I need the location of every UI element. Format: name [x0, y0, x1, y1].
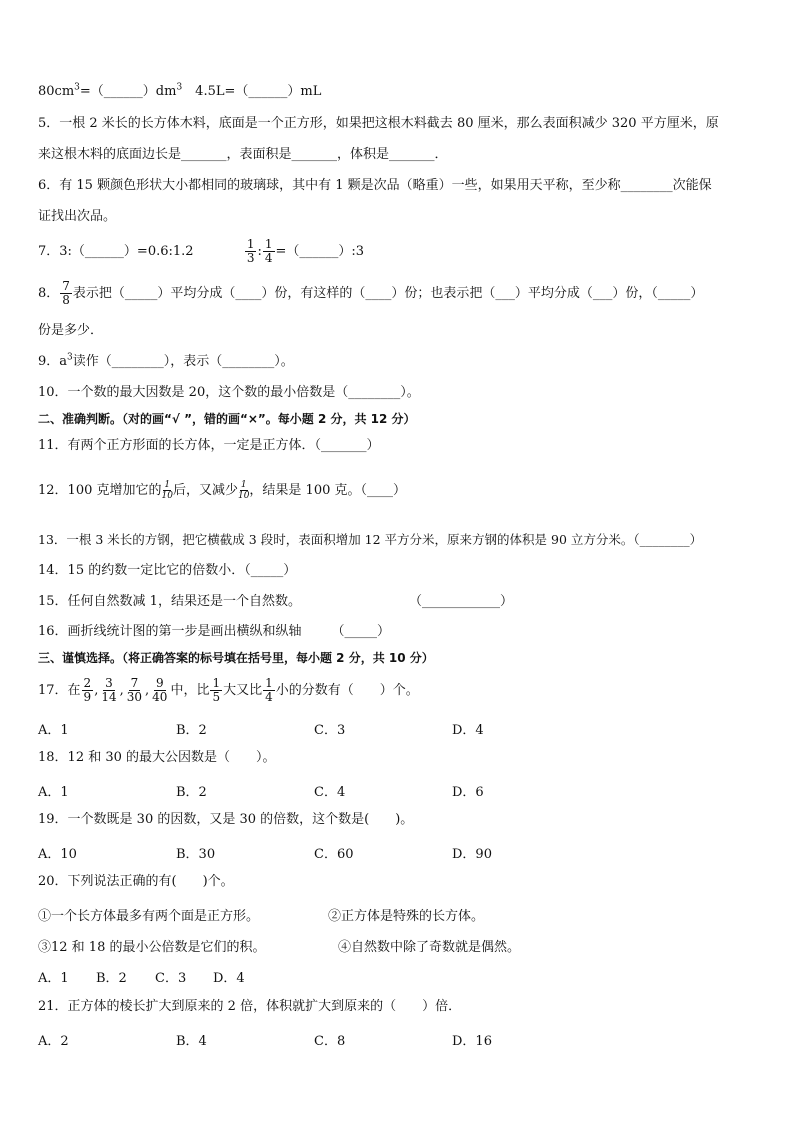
q12-line: [38, 480, 406, 501]
sup: 3: [74, 82, 80, 93]
fraction: $\frac{1}{10}$: [161, 480, 173, 501]
text: 大又比: [223, 683, 263, 698]
fraction: $\frac{9}{40}$: [152, 676, 168, 704]
text: 读作（________），表示（________）。: [72, 354, 294, 369]
q7-line: [38, 238, 364, 265]
q20-statement-2: ②正方体是特殊的长方体。: [328, 909, 485, 924]
text: 小的分数有（ ）个。: [275, 683, 419, 698]
q20-option-b[interactable]: B．2: [96, 971, 127, 986]
fraction: $\frac{1}{5}$: [212, 676, 221, 704]
q20-option-c[interactable]: C．3: [155, 971, 187, 986]
q5-line-1: 5．一根 2 米长的长方体木料，底面是一个正方形，如果把这根木料截去 80 厘米，那么表面积减少 320 平方厘米，原: [38, 116, 719, 131]
fraction: $\frac{1}{10}$: [237, 480, 250, 501]
answer-blank: （_____）: [331, 624, 391, 639]
text: ，结果是 100 克。（____）: [249, 483, 406, 498]
q8-text: 表示把（_____）平均分成（____）份，有这样的（____）份；也表示把（___）平均分成（___）份，（_____）: [72, 286, 704, 301]
q17-option-c[interactable]: C．3: [314, 723, 346, 738]
q11-line: 11．有两个正方形面的长方体，一定是正方体．（_______）: [38, 438, 380, 453]
q6-line-1: 6．有 15 颗颜色形状大小都相同的玻璃球，其中有 1 颗是次品（略重）一些，如果用天平称，至少称________次能保: [38, 178, 712, 193]
q6-line-2: 证找出次品。: [38, 209, 117, 224]
q18-option-d[interactable]: D．6: [452, 785, 484, 800]
q16-line: [38, 624, 390, 640]
q13-line: 13．一根 3 米长的方钢，把它横截成 3 段时，表面积增加 12 平方分米，原来方钢的体积是 90 立方分米。（________）: [38, 532, 703, 547]
q10-line: 10．一个数的最大因数是 20，这个数的最小倍数是（________）。: [38, 385, 420, 400]
q7-part-b: =（______）:3: [275, 244, 365, 259]
q4-tail-line: [38, 84, 321, 100]
q21-option-d[interactable]: D．16: [452, 1034, 492, 1049]
q8-line-1: [38, 280, 703, 307]
q20-statement-4: ④自然数中除了奇数就是偶然。: [338, 940, 521, 955]
text: 17．在: [38, 683, 81, 698]
section-3-heading: 三、谨慎选择。（将正确答案的标号填在括号里，每小题 2 分，共 10 分）: [38, 651, 434, 665]
sup: 3: [67, 352, 73, 363]
q17-option-a[interactable]: A．1: [38, 723, 69, 738]
fraction: $\frac{2}{9}$: [83, 676, 92, 704]
text: 12．100 克增加它的: [38, 483, 162, 498]
fraction: $\frac{1}{4}$: [265, 676, 273, 704]
q8-line-2: 份是多少．: [38, 323, 104, 338]
q20-statement-1: ①一个长方体最多有两个面是正方形。: [38, 909, 260, 924]
q14-line: 14．15 的约数一定比它的倍数小．（_____）: [38, 563, 297, 578]
q21-option-b[interactable]: B．4: [176, 1034, 207, 1049]
q17-line: 17．在 $\frac{2}{9}$ , $\frac{3}{14}$ , $\frac{7}{30}$ , $\frac{9}{40}$ 中，比 $\frac{1}{5}$ 大又比 $\frac{1}{4}$ 小的分数有（ ）个。: [38, 676, 419, 704]
q18-option-a[interactable]: A．1: [38, 785, 69, 800]
fraction: $\frac{1}{4}$: [264, 237, 273, 265]
q19-option-b[interactable]: B．30: [176, 847, 216, 862]
q19-option-c[interactable]: C．60: [314, 847, 354, 862]
q21-option-c[interactable]: C．8: [314, 1034, 346, 1049]
q17-option-d[interactable]: D．4: [452, 723, 484, 738]
q20-statement-3: ③12 和 18 的最小公倍数是它们的积。: [38, 940, 266, 955]
q20-option-a[interactable]: A．1: [38, 971, 69, 986]
text: 16．画折线统计图的第一步是画出横纵和纵轴: [38, 624, 302, 639]
q5-line-2: 来这根木料的底面边长是_______，表面积是_______，体积是_______．: [38, 147, 448, 162]
q20-option-d[interactable]: D．4: [213, 971, 245, 986]
q9-line: [38, 354, 294, 370]
q18-line: 18．12 和 30 的最大公因数是（ ）。: [38, 750, 276, 765]
colon: :: [257, 244, 262, 259]
text: 15．任何自然数减 1，结果还是一个自然数。: [38, 594, 301, 609]
fraction: $\frac{1}{3}$: [246, 237, 255, 265]
text: =（______）dm: [79, 84, 177, 99]
text: 9．a: [38, 354, 68, 369]
answer-blank: （____________）: [408, 594, 513, 609]
q15-line: [38, 594, 513, 610]
q21-line: 21．正方体的棱长扩大到原来的 2 倍，体积就扩大到原来的（ ）倍．: [38, 999, 462, 1014]
q21-option-a[interactable]: A．2: [38, 1034, 69, 1049]
q20-line: 20．下列说法正确的有( )个。: [38, 874, 234, 889]
q18-option-c[interactable]: C．4: [314, 785, 346, 800]
q18-option-b[interactable]: B．2: [176, 785, 207, 800]
fraction: $\frac{7}{30}$: [126, 676, 143, 704]
q7-part-a: 7．3:（______）=0.6:1.2: [38, 244, 194, 259]
text: 4.5L=（______）mL: [182, 84, 322, 99]
q19-option-a[interactable]: A．10: [38, 847, 77, 862]
q19-line: 19．一个数既是 30 的因数，又是 30 的倍数，这个数是( )。: [38, 812, 414, 827]
text: 中，比: [170, 683, 210, 698]
text: 后，又减少: [172, 483, 238, 498]
section-2-heading: 二、准确判断。（对的画“√ ”，错的画“×”。每小题 2 分，共 12 分）: [38, 412, 416, 426]
text: 80cm: [38, 84, 75, 99]
q17-option-b[interactable]: B．2: [176, 723, 207, 738]
fraction: $\frac{3}{14}$: [101, 676, 117, 704]
sup: 3: [176, 82, 183, 93]
q8-number: 8．: [38, 286, 60, 301]
q19-option-d[interactable]: D．90: [452, 847, 492, 862]
fraction: $\frac{7}{8}$: [62, 279, 70, 307]
